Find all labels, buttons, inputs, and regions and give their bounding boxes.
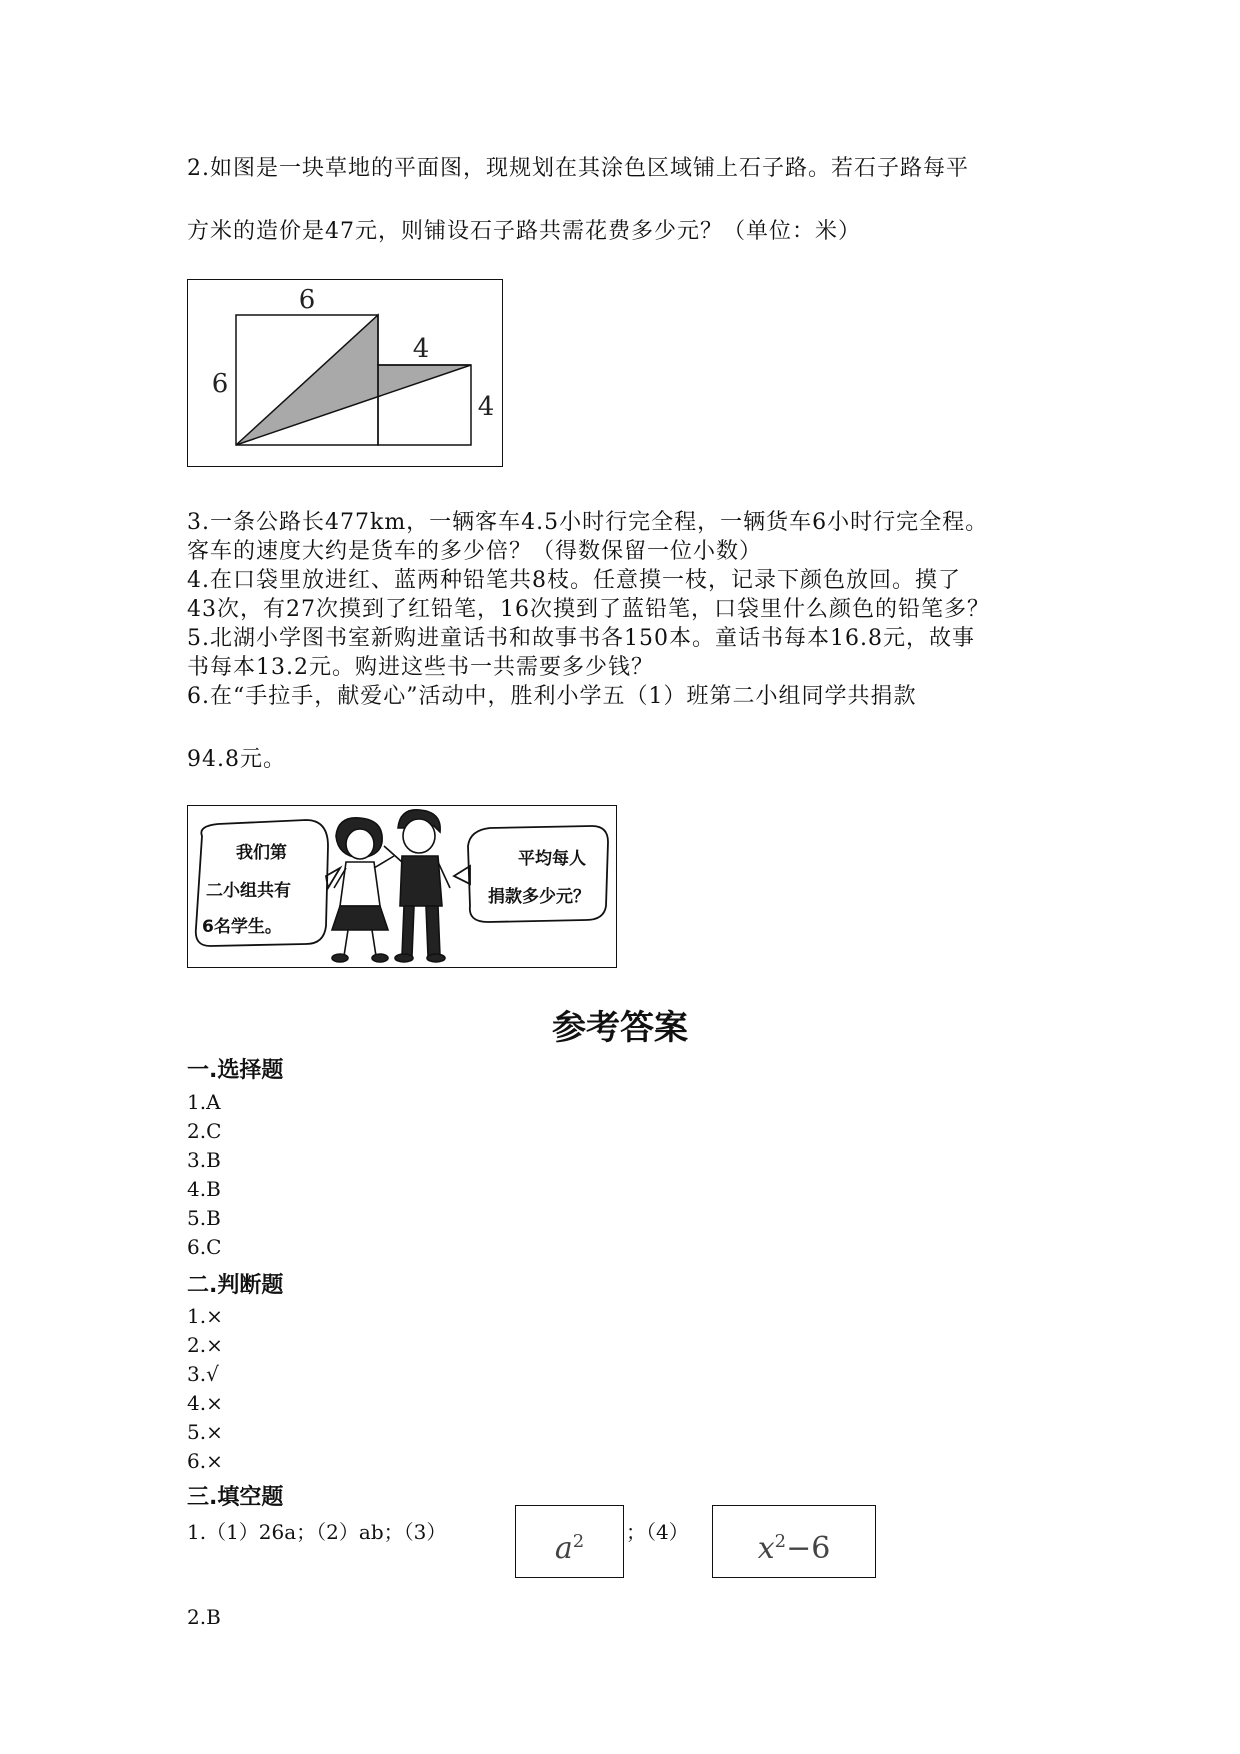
label-top: 6 [298,285,316,315]
s1-answer-2: 2.C [187,1119,222,1143]
q6-line1: 6.在“手拉手，献爱心”活动中，胜利小学五（1）班第二小组同学共捐款 [187,684,917,709]
label-right: 4 [477,392,495,422]
s1-answer-3: 3.B [187,1148,221,1172]
right-speech-bubble [454,826,608,922]
section1-heading: 一.选择题 [187,1058,284,1083]
s2-answer-5: 5.× [187,1420,223,1444]
bubble-left-line3: 6名学生。 [202,917,282,937]
s1-answer-6: 6.C [187,1235,222,1259]
box2-exponent: 2 [774,1531,787,1552]
s3-answer-1-prefix: 1.（1）26a；（2）ab；（3） [187,1520,447,1544]
bubble-left-line1: 我们第 [236,843,287,863]
q4-line1: 4.在口袋里放进红、蓝两种铅笔共8枝。任意摸一枝，记录下颜色放回。摸了 [187,568,961,593]
bubble-left-line2: 二小组共有 [206,881,291,901]
s2-answer-1: 1.× [187,1304,223,1328]
q2-figure [187,279,503,467]
box2-base: x [757,1531,775,1566]
students-cartoon [188,806,615,966]
s1-answer-4: 4.B [187,1177,221,1201]
lawn-diagram [188,280,501,465]
bubble-right-line2: 捐款多少元？ [488,887,590,907]
q3-line2: 客车的速度大约是货车的多少倍？（得数保留一位小数） [187,539,763,564]
girl-figure [332,818,394,962]
s2-answer-6: 6.× [187,1449,223,1473]
q6-illustration [187,805,617,968]
box1-base: a [554,1531,573,1566]
q5-line2: 书每本13.2元。购进这些书一共需要多少钱？ [187,655,654,680]
s2-answer-4: 4.× [187,1391,223,1415]
q2-line1: 2.如图是一块草地的平面图，现规划在其涂色区域铺上石子路。若石子路每平 [187,156,969,181]
s1-answer-1: 1.A [187,1090,221,1114]
answers-title: 参考答案 [552,1008,688,1048]
section3-heading: 三.填空题 [187,1485,284,1510]
s2-answer-3: 3.√ [187,1362,219,1386]
math-answer-box-4 [712,1505,876,1578]
math-answer-box-3 [515,1505,624,1578]
bubble-right-line1: 平均每人 [518,849,586,869]
s3-answer-2: 2.B [187,1605,221,1629]
q3-line1: 3.一条公路长477km，一辆客车4.5小时行完全程，一辆货车6小时行完全程。 [187,510,989,535]
box2-rest: −6 [786,1531,831,1566]
q6-line2: 94.8元。 [187,747,286,772]
shaded-path-region [236,315,471,445]
s1-answer-5: 5.B [187,1206,221,1230]
section2-heading: 二.判断题 [187,1273,284,1298]
label-middle: 4 [412,334,430,364]
box1-exponent: 2 [572,1531,585,1552]
s3-answer-1-separator: ；（4） [626,1520,689,1544]
label-left: 6 [211,369,229,399]
q2-line2: 方米的造价是47元，则铺设石子路共需花费多少元？（单位：米） [187,219,861,244]
q5-line1: 5.北湖小学图书室新购进童话书和故事书各150本。童话书每本16.8元，故事 [187,626,975,651]
s2-answer-2: 2.× [187,1333,223,1357]
q4-line2: 43次，有27次摸到了红铅笔，16次摸到了蓝铅笔，口袋里什么颜色的铅笔多？ [187,597,990,622]
boy-figure [384,810,450,962]
